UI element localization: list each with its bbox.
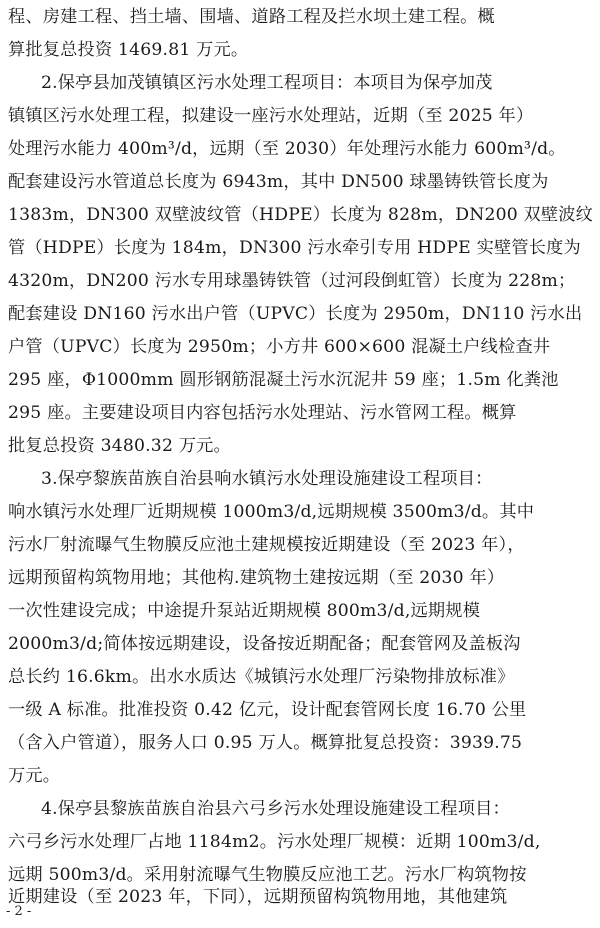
text-line: 批复总投资 3480.32 万元。 bbox=[8, 436, 231, 456]
text-line: 远期 500m3/d。采用射流曝气生物膜反应池工艺。污水厂构筑物按 bbox=[8, 865, 527, 885]
text-line: 3.保亭黎族苗族自治县响水镇污水处理设施建设工程项目： bbox=[41, 469, 493, 489]
text-line: 万元。 bbox=[8, 766, 61, 786]
text-line: 1383m，DN300 双壁波纹管（HDPE）长度为 828m，DN200 双壁波纹 bbox=[8, 205, 594, 225]
text-line: 295 座。主要建设项目内容包括污水处理站、污水管网工程。概算 bbox=[8, 403, 517, 423]
text-line: 总长约 16.6km。出水水质达《城镇污水处理厂污染物排放标准》 bbox=[8, 667, 515, 687]
text-line: 管（HDPE）长度为 184m，DN300 污水牵引专用 HDPE 实壁管长度为 bbox=[8, 238, 581, 258]
text-line: 295 座，Φ1000mm 圆形钢筋混凝土污水沉泥井 59 座；1.5m 化粪池 bbox=[8, 370, 559, 390]
text-line: 污水厂射流曝气生物膜反应池土建规模按近期建设（至 2023 年）， bbox=[8, 535, 525, 555]
page-number: - 2 - bbox=[6, 904, 32, 919]
text-line: 配套建设污水管道总长度为 6943m，其中 DN500 球墨铸铁管长度为 bbox=[8, 172, 549, 192]
text-line: 六弓乡污水处理厂占地 1184m2。污水处理厂规模：近期 100m3/d, bbox=[8, 832, 541, 852]
text-line: 远期预留构筑物用地；其他构.建筑物土建按远期（至 2030 年） bbox=[8, 568, 505, 588]
text-line: 镇镇区污水处理工程，拟建设一座污水处理站，近期（至 2025 年） bbox=[8, 106, 534, 126]
text-line: 响水镇污水处理厂近期规模 1000m3/d,远期规模 3500m3/d。其中 bbox=[8, 502, 535, 522]
text-line: 4.保亭县黎族苗族自治县六弓乡污水处理设施建设工程项目： bbox=[41, 799, 510, 819]
text-line: 处理污水能力 400m³/d，远期（至 2030）年处理污水能力 600m³/d。 bbox=[8, 139, 566, 159]
text-line: 一次性建设完成；中途提升泵站近期规模 800m3/d,远期规模 bbox=[8, 601, 481, 621]
text-line: 配套建设 DN160 污水出户管（UPVC）长度为 2950m，DN110 污水出 bbox=[8, 304, 583, 324]
text-line: 2.保亭县加茂镇镇区污水处理工程项目：本项目为保亭加茂 bbox=[41, 73, 493, 93]
text-line: 程、房建工程、挡土墙、围墙、道路工程及拦水坝土建工程。概 bbox=[8, 7, 495, 27]
text-line: 近期建设（至 2023 年，下同），远期预留构筑物用地，其他建筑 bbox=[8, 887, 508, 907]
text-line: 算批复总投资 1469.81 万元。 bbox=[8, 40, 249, 60]
text-line: （含入户管道），服务人口 0.95 万人。概算批复总投资：3939.75 bbox=[8, 733, 523, 753]
text-line: 4320m，DN200 污水专用球墨铸铁管（过河段倒虹管）长度为 228m； bbox=[8, 271, 576, 291]
text-line: 一级 A 标准。批准投资 0.42 亿元，设计配套管网长度 16.70 公里 bbox=[8, 700, 527, 720]
text-line: 户管（UPVC）长度为 2950m；小方井 600×600 混凝土户线检查井 bbox=[8, 337, 551, 357]
text-line: 2000m3/d;简体按远期建设，设备按近期配备；配套管网及盖板沟 bbox=[8, 634, 521, 654]
